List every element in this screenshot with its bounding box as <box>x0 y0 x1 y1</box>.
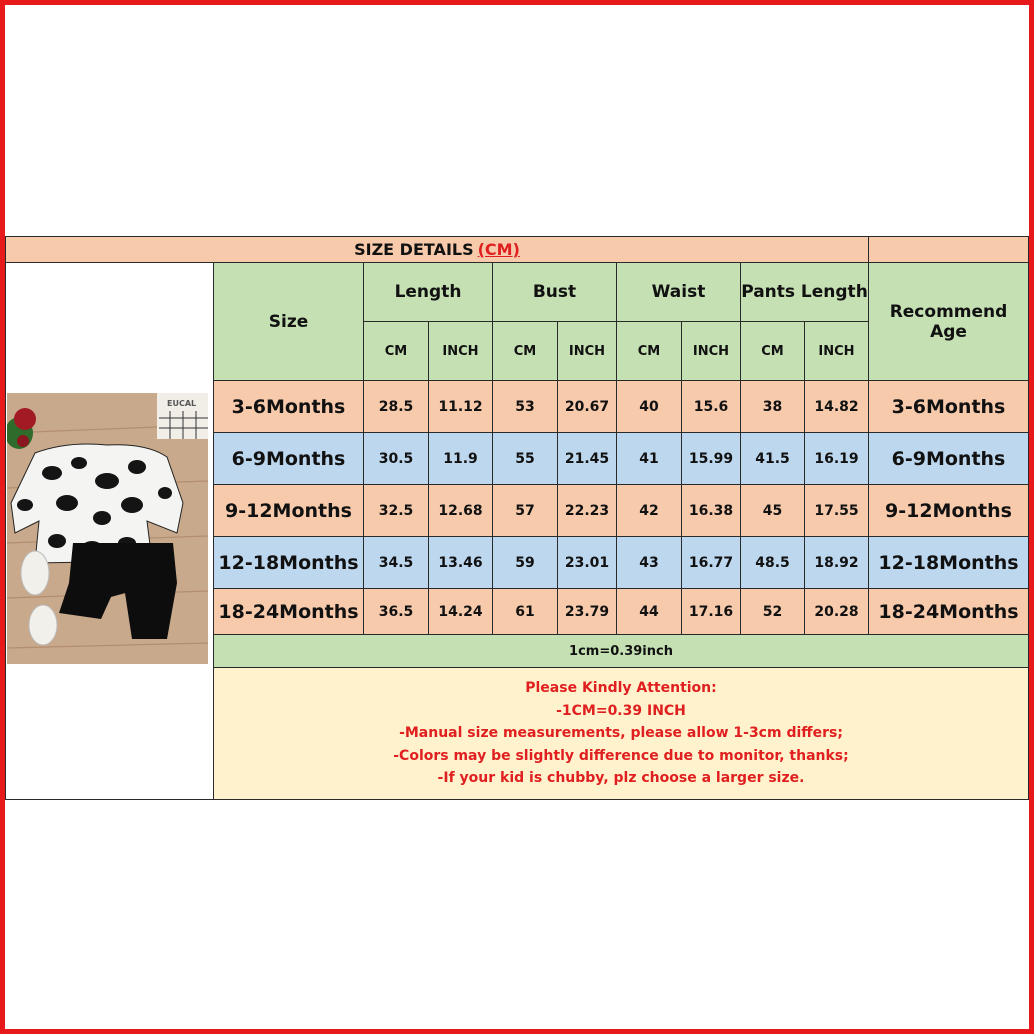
note-line: -1CM=0.39 INCH <box>556 702 686 719</box>
header-recommend-age <box>868 262 1029 381</box>
measurement-cell <box>616 380 682 433</box>
measurement-cell-value: 52 <box>762 603 783 620</box>
chart-title-unit: (CM) <box>477 240 520 259</box>
measurement-cell <box>740 588 805 635</box>
measurement-cell <box>804 432 869 485</box>
note-line: Please Kindly Attention: <box>525 680 717 697</box>
size-cell-value: 18-24Months <box>218 600 359 623</box>
note-line: -If your kid is chubby, plz choose a larger size. <box>437 770 805 787</box>
unit-label: INCH <box>818 343 855 359</box>
size-chart <box>5 236 1029 800</box>
measurement-cell <box>681 380 741 433</box>
measurement-cell-value: 34.5 <box>378 554 414 571</box>
measurement-cell-value: 42 <box>639 502 659 519</box>
measurement-cell <box>363 432 429 485</box>
unit-label: INCH <box>568 343 606 359</box>
measurement-cell <box>557 484 617 537</box>
measurement-cell-value: 30.5 <box>378 450 414 467</box>
age-cell-value: 3-6Months <box>891 395 1006 418</box>
measurement-cell <box>804 380 869 433</box>
measurement-cell <box>616 536 682 589</box>
unit-label: CM <box>384 343 408 359</box>
age-cell <box>868 484 1029 537</box>
size-cell <box>213 484 364 537</box>
unit-header <box>740 321 805 381</box>
measurement-cell <box>492 588 558 635</box>
measurement-cell-value: 57 <box>515 502 535 519</box>
measurement-cell <box>428 588 493 635</box>
measurement-cell <box>428 380 493 433</box>
header-size-label: Size <box>268 311 309 332</box>
measurement-cell <box>740 484 805 537</box>
measurement-cell-value: 23.01 <box>564 554 610 571</box>
measurement-cell-value: 38 <box>762 398 783 415</box>
header-pants-length-label: Pants Length <box>741 282 868 302</box>
outfit-illustration <box>7 393 208 664</box>
header-waist-label: Waist <box>651 282 706 302</box>
conversion-text: 1cm=0.39inch <box>569 643 673 659</box>
measurement-cell-value: 18.92 <box>814 554 859 571</box>
measurement-cell <box>428 432 493 485</box>
size-cell-value: 9-12Months <box>225 499 352 522</box>
age-cell <box>868 588 1029 635</box>
header-size <box>213 262 364 381</box>
unit-header <box>557 321 617 381</box>
measurement-cell <box>681 432 741 485</box>
measurement-cell-value: 17.16 <box>688 603 734 620</box>
measurement-cell-value: 23.79 <box>564 603 610 620</box>
measurement-cell <box>492 536 558 589</box>
measurement-cell <box>363 380 429 433</box>
header-bust-label: Bust <box>532 282 577 302</box>
unit-label: INCH <box>692 343 730 359</box>
header-length-label: Length <box>394 282 462 302</box>
size-cell-value: 3-6Months <box>231 395 346 418</box>
age-cell-value: 6-9Months <box>891 447 1006 470</box>
header-length <box>363 262 493 322</box>
size-cell <box>213 380 364 433</box>
box-text: EUCAL <box>167 399 197 408</box>
header-waist <box>616 262 741 322</box>
measurement-cell <box>804 588 869 635</box>
measurement-cell <box>740 380 805 433</box>
measurement-cell-value: 20.28 <box>814 603 859 620</box>
measurement-cell-value: 13.46 <box>438 554 483 571</box>
measurement-cell-value: 41.5 <box>755 450 790 467</box>
measurement-cell <box>557 536 617 589</box>
measurement-cell <box>557 432 617 485</box>
measurement-cell-value: 16.19 <box>814 450 859 467</box>
measurement-cell <box>616 588 682 635</box>
attention-notes <box>213 667 1029 800</box>
measurement-cell-value: 15.6 <box>693 398 729 415</box>
measurement-cell <box>363 484 429 537</box>
age-cell <box>868 380 1029 433</box>
measurement-cell-value: 15.99 <box>688 450 734 467</box>
measurement-cell <box>740 536 805 589</box>
size-cell-value: 6-9Months <box>231 447 346 470</box>
unit-header <box>804 321 869 381</box>
measurement-cell-value: 61 <box>515 603 535 620</box>
unit-label: CM <box>761 343 784 359</box>
note-line: -Colors may be slightly difference due to monitor, thanks; <box>393 747 849 764</box>
header-recommend-age-label: Recommend Age <box>889 301 1008 342</box>
measurement-cell-value: 20.67 <box>564 398 610 415</box>
conversion-row <box>213 634 1029 668</box>
measurement-cell <box>428 536 493 589</box>
measurement-cell <box>804 536 869 589</box>
measurement-cell-value: 36.5 <box>378 603 414 620</box>
measurement-cell-value: 28.5 <box>378 398 414 415</box>
photo-panel <box>5 262 214 800</box>
product-photo <box>7 393 208 664</box>
header-pants-length <box>740 262 869 322</box>
unit-header <box>428 321 493 381</box>
measurement-cell <box>681 536 741 589</box>
measurement-cell-value: 45 <box>762 502 783 519</box>
measurement-cell-value: 16.77 <box>688 554 734 571</box>
measurement-cell-value: 22.23 <box>564 502 610 519</box>
unit-header <box>492 321 558 381</box>
age-cell-value: 9-12Months <box>885 499 1012 522</box>
unit-header <box>363 321 429 381</box>
measurement-cell-value: 55 <box>515 450 535 467</box>
measurement-cell-value: 16.38 <box>688 502 734 519</box>
measurement-cell-value: 59 <box>515 554 535 571</box>
unit-header <box>616 321 682 381</box>
measurement-cell-value: 11.9 <box>443 450 478 467</box>
measurement-cell-value: 12.68 <box>438 502 483 519</box>
measurement-cell <box>681 588 741 635</box>
measurement-cell <box>492 432 558 485</box>
chart-title <box>5 236 869 263</box>
measurement-cell-value: 11.12 <box>438 398 483 415</box>
note-line: -Manual size measurements, please allow 1-3cm differs; <box>399 725 843 742</box>
age-cell <box>868 536 1029 589</box>
size-cell <box>213 432 364 485</box>
measurement-cell <box>804 484 869 537</box>
unit-label: CM <box>513 343 537 359</box>
measurement-cell <box>492 484 558 537</box>
measurement-cell <box>557 588 617 635</box>
measurement-cell-value: 14.82 <box>814 398 859 415</box>
measurement-cell-value: 44 <box>639 603 659 620</box>
measurement-cell <box>363 536 429 589</box>
measurement-cell <box>363 588 429 635</box>
measurement-cell-value: 43 <box>639 554 659 571</box>
measurement-cell <box>616 484 682 537</box>
measurement-cell-value: 32.5 <box>378 502 414 519</box>
header-bust <box>492 262 617 322</box>
measurement-cell-value: 17.55 <box>814 502 859 519</box>
measurement-cell <box>492 380 558 433</box>
unit-label: INCH <box>442 343 479 359</box>
measurement-cell <box>616 432 682 485</box>
measurement-cell-value: 14.24 <box>438 603 483 620</box>
unit-header <box>681 321 741 381</box>
size-cell <box>213 536 364 589</box>
age-cell-value: 18-24Months <box>878 600 1019 623</box>
unit-label: CM <box>637 343 661 359</box>
chart-title-text: SIZE DETAILS <box>354 240 474 259</box>
measurement-cell-value: 53 <box>515 398 535 415</box>
measurement-cell <box>557 380 617 433</box>
age-cell <box>868 432 1029 485</box>
title-bar-right <box>868 236 1029 263</box>
measurement-cell-value: 48.5 <box>755 554 790 571</box>
measurement-cell-value: 40 <box>639 398 659 415</box>
measurement-cell-value: 41 <box>639 450 659 467</box>
measurement-cell-value: 21.45 <box>564 450 610 467</box>
measurement-cell <box>740 432 805 485</box>
measurement-cell <box>681 484 741 537</box>
age-cell-value: 12-18Months <box>878 551 1019 574</box>
size-cell-value: 12-18Months <box>218 551 359 574</box>
size-cell <box>213 588 364 635</box>
measurement-cell <box>428 484 493 537</box>
